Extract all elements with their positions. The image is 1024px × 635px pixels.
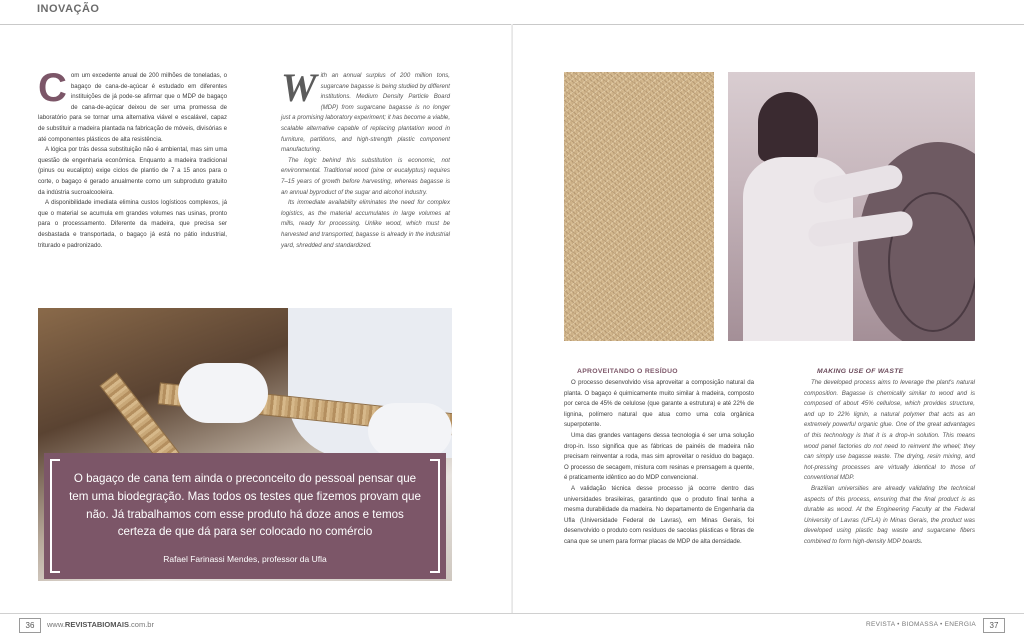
page-gutter [511, 24, 513, 613]
article-en-column [281, 65, 451, 251]
article-pt-column [38, 66, 227, 251]
dropcap-en: W [281, 65, 317, 110]
section-title-pt: APROVEITANDO O RESÍDUO [577, 368, 678, 375]
section-pt-paragraph: O processo desenvolvido visa aproveitar a composição natural da planta. O bagaço é quimicamente muito similar à madeira, composto por cerca de 45% de celulose (que garante a estrutura) e até 22% de lignina, polímero natural que atua como uma cola orgânica superpotente. [564, 379, 754, 429]
bracket-left [50, 459, 60, 573]
section-pt-paragraph: A validação técnica desse processo já ocorre dentro das universidades brasileiras, garantindo que o produto final tenha a mesma durabilidade da madeira. No departamento de Engenharia da Ufla (Universidade Federal de Lavras), em Minas Gerais, foi desenvolvido o produto com resíduos de sacolas plásticas e fibras de cana que se unem para formar placas de MDP de alta densidade. [564, 484, 754, 545]
section-en-paragraph: Brazilian universities are already validating the technical aspects of this process, ensuring that the final product is as durable as wood. At the Engineering Faculty at the Federal University of Lavras (UFLA) in Minas Gerais, the product was developed using plastic bag waste and sugarcane fibers combined to form high-density MDP boards. [804, 484, 975, 545]
section-en-column [804, 378, 975, 548]
researcher-photo [728, 72, 975, 341]
researcher-hair [758, 92, 818, 162]
section-en-paragraph: The developed process aims to leverage the plant's natural composition. Bagasse is chemically similar to wood and is composed of about 45% cellulose, which provides structure, and up to 22% lignin, a natural polymer that acts as an extremely powerful organic glue. One of the great advantages of this technology is that it is a drop-in solution. This means wood panel factories do not need to reinvent the wheel; they can simply use bagasse waste. The drying, resin mixing, and hot-pressing processes are virtually identical to those of conventional MDP. [804, 379, 975, 482]
article-en-paragraph: ith an annual surplus of 200 million tons, sugarcane bagasse is being studied by different institutions. Medium Density Particle Board (MDP) from sugarcane bagasse is no longer just a promising laboratory experiment; it has become a viable, scalable alternative capable of replacing plantation wood in furniture, partitions, and high-strength plastic component manufacturing. [281, 72, 451, 154]
article-pt-paragraph: om um excedente anual de 200 milhões de toneladas, o bagaço de cana-de-açúcar é estudado em diferentes instituições de já pode-se afirmar que o MDP de bagaço de cana-de-açúcar deixou de ser uma promessa de laboratório para se tornar uma alternativa viável e escalável, capaz de substituir a madeira plantada na fabricação de móveis, divisórias e até componentes plásticos de alta resistência. [38, 72, 227, 143]
footer-brand: REVISTA • BIOMASSA • ENERGIA [866, 621, 976, 628]
article-pt-paragraph: A lógica por trás dessa substituição não é ambiental, mas sim uma questão de engenharia econômica. Enquanto a madeira tradicional (pinus ou eucalipto) exige ciclos de plantio de 7 a 15 anos para o corte, o bagaço é gerado anualmente como um subproduto gratuito da indústria sucroalcooleira. [38, 146, 227, 196]
dropcap-pt: C [38, 66, 67, 110]
footer-site-suffix: .com.br [128, 620, 154, 629]
gloved-hand [178, 363, 268, 423]
footer-website [47, 620, 154, 629]
page-number-right: 37 [983, 618, 1005, 633]
page-number-left: 36 [19, 618, 41, 633]
footer-site-name: REVISTABIOMAIS [64, 620, 129, 629]
section-pt-column [564, 378, 754, 548]
bagasse-texture-photo [564, 72, 714, 341]
pull-quote [44, 453, 446, 579]
section-title-en: MAKING USE OF WASTE [817, 368, 904, 375]
gloved-hand [368, 403, 452, 458]
bottom-divider [0, 613, 1024, 614]
article-en-paragraph: Its immediate availability eliminates the need for complex logistics, as the material accumulates in large volumes at mills, ready for processing. Unlike wood, which must be harvested and transported, bagasse is already in the industrial yard, shredded and standardized. [281, 199, 450, 249]
quote-author: Rafael Farinassi Mendes, professor da Ufla [163, 554, 327, 564]
article-en-paragraph: The logic behind this substitution is economic, not environmental. Traditional wood (pine or eucalyptus) requires 7–15 years of growth before harvesting, whereas bagasse is an annual byproduct of the sugar and alcohol industry. [281, 156, 450, 196]
footer-site-prefix: www. [47, 620, 65, 629]
bracket-right [430, 459, 440, 573]
section-pt-paragraph: Uma das grandes vantagens dessa tecnologia é ser uma solução drop-in. Isso significa que as fábricas de painéis de madeira não precisam reinventar a roda, mas sim aproveitar o resíduo do bagaço. O processo de secagem, mistura com resinas e prensagem a quente, é praticamente idêntico ao do MDP convencional. [564, 431, 754, 482]
section-label: INOVAÇÃO [37, 3, 100, 15]
article-pt-paragraph: A disponibilidade imediata elimina custos logísticos complexos, já que o material se acumula em grandes volumes nas usinas, pronto para o processamento. Diferente da madeira, que precisa ser desbastada e transportada, o bagaço já está no pátio industrial, triturado e padronizado. [38, 199, 227, 249]
quote-text: O bagaço de cana tem ainda o preconceito do pessoal pensar que tem uma biodegração. Mas todos os testes que fizemos provam que não. Já trabalhamos com esse produto há doze anos e temos certeza de que dá para ser colocado no comércio [69, 472, 421, 539]
